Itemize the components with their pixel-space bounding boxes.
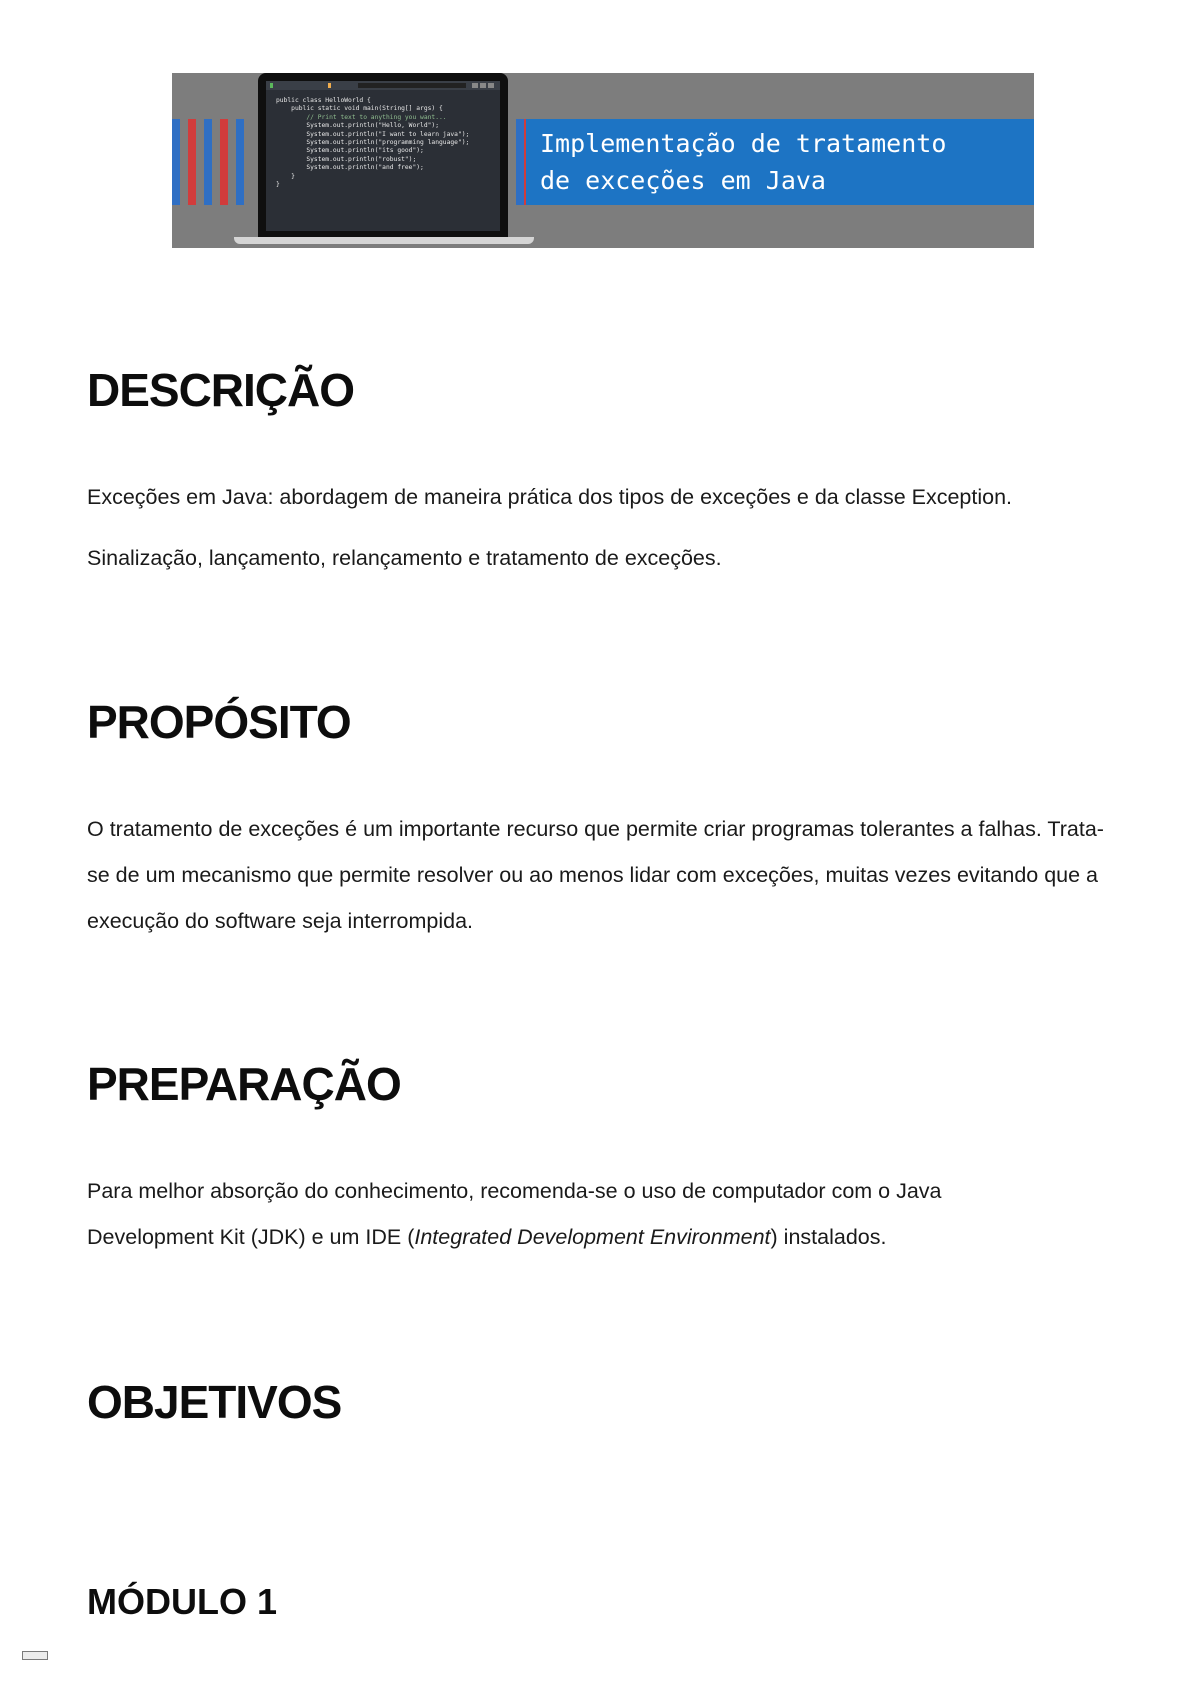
editor-dot (270, 83, 273, 88)
code-line: System.out.println("and free"); (276, 164, 424, 172)
preparacao-text: ) instalados. (770, 1225, 887, 1249)
code-line: } (276, 172, 295, 180)
laptop-icon (258, 73, 508, 237)
preparacao-paragraph (87, 1168, 1047, 1260)
banner-title-box (526, 119, 1034, 205)
code-line: System.out.println("Hello, World"); (276, 122, 440, 130)
editor-button (488, 83, 494, 88)
editor-url-bar (358, 83, 466, 88)
preparacao-text: Para melhor absorção do conhecimento, recomenda-se o uso de computador com o Java Development Kit (JDK) e um IDE ( (87, 1179, 942, 1249)
banner-title (540, 125, 946, 199)
preparacao-italic-term: Integrated Development Environment (414, 1225, 771, 1249)
banner-title-line: Implementação de tratamento (540, 129, 947, 158)
page-marker (22, 1651, 48, 1660)
laptop-base (234, 237, 534, 244)
editor-topbar (266, 81, 500, 90)
code-line: public static void main(String[] args) { (276, 105, 443, 113)
heading-descricao: DESCRIÇÃO (87, 364, 355, 416)
banner-stripe (236, 119, 244, 205)
code-line: System.out.println("programming language"); (276, 139, 470, 147)
code-snippet (276, 97, 469, 189)
code-line: public class HelloWorld { (276, 97, 371, 104)
editor-button (480, 83, 486, 88)
heading-preparacao: PREPARAÇÃO (87, 1058, 401, 1110)
code-line: // Print text to anything you want... (276, 113, 447, 121)
heading-proposito: PROPÓSITO (87, 696, 351, 748)
code-line: } (276, 181, 280, 189)
editor-dot (328, 83, 331, 88)
banner-stripe (516, 119, 524, 205)
heading-objetivos: OBJETIVOS (87, 1376, 342, 1428)
heading-modulo-1: MÓDULO 1 (87, 1581, 278, 1622)
banner-stripe (204, 119, 212, 205)
banner-stripe (172, 119, 180, 205)
descricao-paragraph: Exceções em Java: abordagem de maneira prática dos tipos de exceções e da classe Exception. (87, 485, 1013, 509)
banner-stripe (220, 119, 228, 205)
code-editor-screen (266, 81, 500, 231)
proposito-paragraph: O tratamento de exceções é um importante recurso que permite criar programas tolerantes a falhas. Trata-se de um mecanismo que permite resolver ou ao menos lidar com exceções, muitas vezes evitando que a execução do software seja interrompida. (87, 817, 1104, 933)
editor-button (472, 83, 478, 88)
code-line: System.out.println("I want to learn java"); (276, 130, 470, 138)
code-line: System.out.println("robust"); (276, 155, 417, 163)
descricao-paragraph: Sinalização, lançamento, relançamento e tratamento de exceções. (87, 546, 722, 570)
code-line: System.out.println("its good"); (276, 147, 424, 155)
banner-stripe (188, 119, 196, 205)
header-banner (172, 73, 1034, 248)
banner-title-line: de exceções em Java (540, 166, 826, 195)
